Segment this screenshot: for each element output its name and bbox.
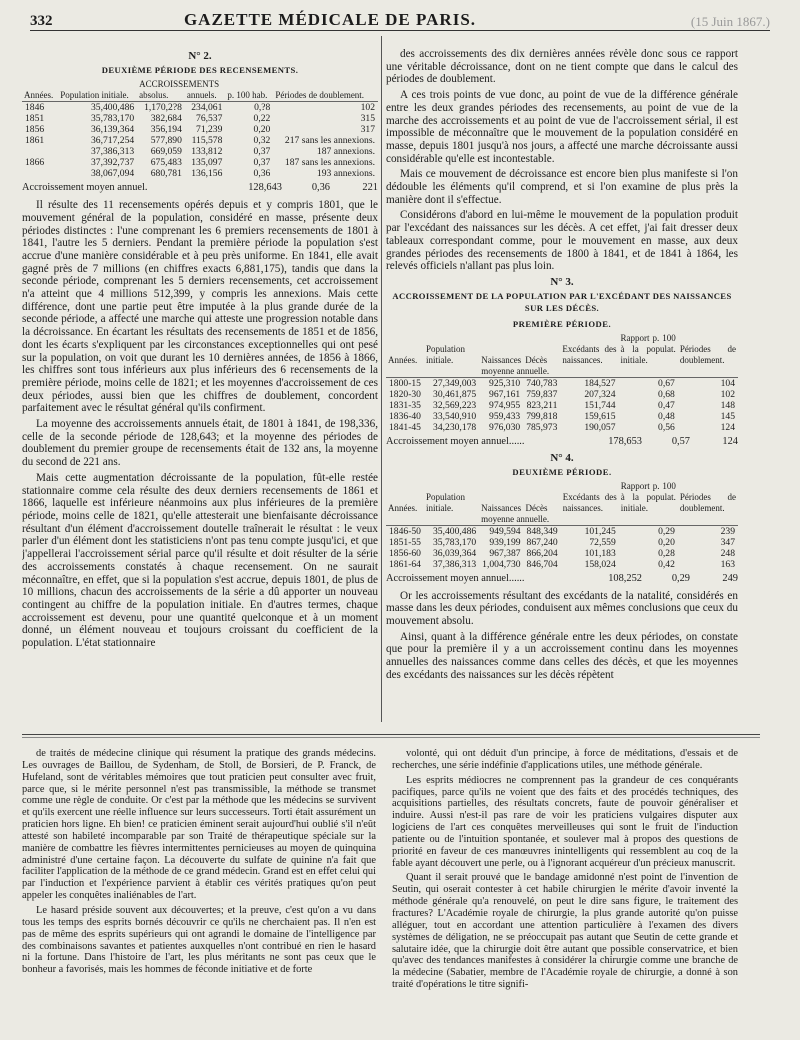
table-cell: 925,310 [479,377,523,389]
table-cell: 35,400,486 [58,102,137,114]
table-mean-row [386,436,738,449]
mean-value: 249 [722,572,738,584]
table-cell [22,168,58,179]
table-cell: 136,156 [191,168,223,180]
table-cell: 0,68 [658,388,675,400]
mean-value: 0,29 [671,572,690,584]
table-header-cell: annuels. [186,90,217,101]
table-cell: 846,704 [526,558,558,570]
table-cell: 1800-15 [386,377,424,389]
table-cell: 248 [720,547,735,559]
table-cell: 158,024 [584,558,616,570]
table-number: N° 3. [550,275,574,288]
births-table-second-period [386,481,738,570]
paragraph: de traités de médecine clinique qui résument la pratique des grands médecins. Les ouvrages de Baillou, de Sydenham, de Stoll, de Borsieri, de P. Franck, de Hufeland, sont de véritables mémoires que tout praticien peut consulter avec fruit, parce que, si le mérite personnel n'est pas transmissible, la méthode se transmet comme une règle de conduite. Or c'est par la méthode que les médecins se survivent et qu'ils exercent une réelle influence sur leurs successeurs. Torti était assurément un praticien hors ligne. Eh bien! ce praticien éminent serait aujourd'hui oublié s'il n'eût attesté son habileté incomparable par son Traité de thérapeutique spéciale sur la manière de combattre les fièvres intermittentes pernicieuses au moyen de quinquina administré d'une certaine façon. La découverte du sulfate de quinine n'a fait que faciliter l'application de la méthode de ce grand médecin. Grand est en effet celui qui par l'induction et l'expérience parvient à établir ces vérités pratiques qu'on peut appeler les conquêtes inaliénables de l'art. [22,748,376,902]
table-header-cell: Rapport p. 100 à la populat. initiale. [620,480,676,513]
table-cell: 317 [360,124,375,136]
table-cell: 101,183 [584,547,616,559]
table-header-cell: Périodes de doublement. [679,491,736,513]
table-cell: 104 [678,377,738,389]
table-cell: 27,349,003 [424,377,479,389]
table-cell: 0,?8 [225,102,273,114]
table-cell: 740,783 [523,377,560,389]
table-cell: 315 [360,113,375,125]
table-cell: 0,22 [253,113,271,125]
table-cell: 1866 [25,157,45,169]
table-row [386,525,738,537]
mean-label: Accroissement moyen annuel. [22,182,148,194]
table-cell: 959,433 [489,410,521,422]
right-column [386,48,738,722]
table-header-cell: Rapport p. 100 à la populat. initiale. [620,332,676,365]
table-cell: 33,540,910 [433,410,477,422]
table-cell: 0,48 [658,410,675,422]
mean-label: Accroissement moyen annuel...... [386,572,525,584]
table-mean-row [386,573,738,586]
table-cell: 133,812 [191,146,223,158]
table-cell: 0,20 [253,124,271,136]
table-header-cell: Naissances [481,354,522,365]
table-row [386,422,738,433]
table-cell: 35,783,170 [433,536,477,548]
feuilleton-divider [22,734,760,735]
left-article-body [22,199,378,650]
table-cell: 148 [720,399,735,411]
table-cell: 187 sans les annexions. [284,157,375,169]
table-cell: 159,615 [584,410,616,422]
spacer-cell [560,366,738,378]
table-cell: 1856 [25,124,45,136]
table-cell: 239 [678,525,738,537]
table-cell: 0,42 [658,558,675,570]
table-cell: 1856-60 [389,547,421,559]
table-cell: 145 [720,410,735,422]
mean-value: 0,57 [671,435,690,447]
table-cell: 190,057 [584,421,616,433]
table-cell: 867,240 [526,536,558,548]
table-cell: 135,097 [191,157,223,169]
table-cell: 35,400,486 [424,525,479,537]
table-header-cell: p. 100 hab. [227,90,268,101]
table-header-cell: absolus. [139,90,169,101]
table-cell: 356,194 [150,124,182,136]
table-cell: 0,47 [658,399,675,411]
table-cell: 1841-45 [389,421,421,433]
table-cell: 675,483 [150,157,182,169]
table-cell: 37,386,313 [90,146,135,158]
births-table-first-period [386,333,738,433]
table-header-row [386,481,738,514]
table-cell: 0,56 [658,421,675,433]
table-cell: 1846 [22,102,58,114]
table-subheader: moyenne annuelle. [481,365,550,376]
table-cell: 76,537 [196,113,223,125]
table-cell: 184,527 [560,377,618,389]
table-cell: 38,067,094 [90,168,135,180]
table-cell: 0,28 [658,547,675,559]
table-cell: 102 [273,102,378,114]
table-header-cell: Périodes de doublement. [275,90,365,101]
page-header [30,6,770,31]
table-row [22,146,378,157]
table-header-cell: Naissances [481,502,522,513]
right-article-body-bottom [386,590,738,682]
table-cell: 1820-30 [389,388,421,400]
table-cell: 36,039,364 [433,547,477,559]
table-number: N° 4. [550,452,574,465]
paragraph: des accroissements des dix dernières années révèle donc sous ce rapport une véritable décroissance, dont on ne tient compte que dans le calcul des périodes de doublement. [386,48,738,86]
table-cell: 1861-64 [389,558,421,570]
table-cell: 785,973 [526,421,558,433]
left-column [22,48,378,722]
table-cell: 669,059 [150,146,182,158]
table-cell: 0,36 [253,168,271,180]
mean-label: Accroissement moyen annuel...... [386,435,525,447]
table-cell: 37,386,313 [433,558,477,570]
table-cell: 1846-50 [386,525,424,537]
table-row [386,377,738,389]
table-cell: 163 [720,558,735,570]
table-header-cell: Années. [388,502,418,513]
table-cell: 102 [720,388,735,400]
table-cell: 0,37 [253,146,271,158]
table-cell: 1836-40 [389,410,421,422]
table-cell: 577,890 [150,135,182,147]
table-header-row [22,90,378,102]
table-header-cell: Années. [388,354,418,365]
table-row [386,389,738,400]
paragraph: Les esprits médiocres ne comprennent pas la grandeur de ces conquérants pacifiques, parce qu'ils ne voient que des faits et des procédés techniques, des acquisitions partielles, des résultats concrets, faute de pouvoir généraliser et induire. Aussi n'est-il pas rare de voir les praticiens vulgaires disputer aux logiciens de l'art ces conquêtes merveilleuses qui sont le fruit de l'induction patiente ou de l'intuition spontanée, et soulever mal à propos des questions de priorité en faveur de ces manœuvres inintelligents qui ressemblent au coq de la fable ayant découvert une perle, ou à l'ignorant acquéreur d'un précieux manuscrit. [392,774,738,869]
table-row [386,559,738,570]
table-row [22,135,378,146]
spacer-cell [22,79,137,90]
table-cell: 1851-55 [389,536,421,548]
table-cell: 37,392,737 [90,157,135,169]
table-cell: 939,199 [489,536,521,548]
table-mean-row [22,182,378,195]
table-cell: 1,004,730 [482,558,521,570]
table-row [22,102,378,114]
table-row [22,113,378,124]
table-row [386,548,738,559]
table-cell: 967,161 [489,388,521,400]
table-header-cell: Excédants des naissances. [562,343,617,365]
table-row [22,124,378,135]
table-row [386,411,738,422]
table-cell: 217 sans les annexions. [284,135,375,147]
table-cell: 124 [720,421,735,433]
table-cell: 30,461,875 [433,388,477,400]
table-subheader: moyenne annuelle. [481,513,550,524]
table-cell: 234,061 [185,102,226,114]
table-header-cell: Population initiale. [60,90,129,101]
table-cell: 347 [720,536,735,548]
table-cell: 976,030 [489,421,521,433]
page-title: GAZETTE MÉDICALE DE PARIS. [183,10,477,29]
mean-value: 221 [362,182,378,194]
table-cell: 36,717,254 [90,135,135,147]
table-caption: DEUXIÈME PÉRIODE DES RECENSEMENTS. [101,64,299,75]
table-header-cell: Décès [525,502,548,513]
table-cell: 193 annexions. [316,168,375,180]
table-cell: 34,230,178 [433,421,477,433]
paragraph: Mais cette augmentation décroissante de la population, fût-elle restée stationnaire comme cela résulte des deux derniers recensements de 1861 et 1866, laquelle est inférieure néanmoins aux plus inférieures de la première période, moins celle de 1821, qu'elle attesterait une bienfaisante décroissance résultant d'un élément d'accroissement doutelle traînerait le résultat : le veux parler d'un élément dont les statisticiens n'ont pas tenu compte jusqu'ici, et que j'appellerai l'accroissement sérial parce qu'il résulte et doit résulter de la série des accroissements constatés à chaque recensement. On ne saurait méconnaître, en effet, que si la population s'est accrue, depuis 1801, de plus de 10 millions, chacun des accroissements de la série a dû apporter un nouveau contingent au chiffre de la population initiale. En d'autres termes, chaque accroissement est devenu, pour une quantité quelconque et à un moment donné, un élément nouveau et toujours croissant du coefficient de la population. L'état stationnaire [22,471,378,650]
table-cell: 0,20 [658,536,675,548]
table-cell: 1,170,2?8 [137,102,185,114]
paragraph: La moyenne des accroissements annuels était, de 1801 à 1841, de 198,336, celle de la seconde période de 128,643; et la moyenne des périodes de doublement du premier groupe de recensements était de 132 ans, la moyenne du second de 221 ans. [22,418,378,469]
paragraph: Considérons d'abord en lui-même le mouvement de la population produit par l'excédant des naissances sur les décès. A cet effet, j'ai fait dresser deux tableaux correspondant comme, pour le mouvement en masse, aux deux grandes périodes des recensements de 1800 à 1841, et de 1841 à 1864, les relevés officiels n'allant pas plus loin. [386,209,738,273]
table-row [22,168,378,179]
table-header-cell: Périodes de doublement. [679,343,736,365]
paragraph: Ainsi, quant à la différence générale entre les deux périodes, on constate que pour la première il y a un accroissement continu dans les moyennes annuelles des naissances comme dans celles des décès, et que les moyennes des excédants des naissances sur les décès répètent [386,630,738,681]
table-cell: 949,594 [479,525,523,537]
feuilleton-right-column [392,748,738,1034]
mean-value: 0,36 [311,182,330,194]
table-header-row [386,333,738,366]
table-cell: 759,837 [526,388,558,400]
table-header-cell: Population initiale. [425,343,465,365]
table-cell: 382,684 [150,113,182,125]
table-cell: 1861 [25,135,45,147]
table-cell: 35,783,170 [90,113,135,125]
paragraph: Mais ce mouvement de décroissance est encore bien plus manifeste si l'on dédouble les éléments qu'il comprend, et si l'on examine de plus près la manière dont il s'effectue. [386,168,738,206]
paragraph: A ces trois points de vue donc, au point de vue de la différence générale entre les deux grandes périodes des recensements, au point de vue de la marche des accroissements et au point de vue de l'accroissement sérial, il est impossible de méconnaître que le mouvement de la population considéré en masse, depuis 1801 jusqu'à nos jours, a affecté une marche décroissante aussi considérable qu'elle est incontestable. [386,89,738,165]
table-group-header: ACCROISSEMENTS [139,79,220,90]
table-cell: 207,324 [584,388,616,400]
table-header-cell: Années. [24,90,54,101]
table-cell: 967,387 [489,547,521,559]
table-cell: 1831-35 [389,399,421,411]
table-cell: 680,781 [150,168,182,180]
paragraph: Le hasard préside souvent aux découvertes; et la preuve, c'est qu'on a vu dans tous les temps des esprits bornés découvrir ce qu'ils ne cherchaient pas. Il n'en est pas de même des esprits supérieurs qui ont agrandi le domaine de l'intelligence par des combinaisons savantes et patientes auxquelles n'ont contribué en rien le hasard ni la fortune. Dans l'histoire de l'art, les plus méritants ne sont pas ceux que le bonheur a favorisés, mais les hommes de féconde initiative et de forte [22,904,376,976]
table-cell: 0,67 [619,377,678,389]
table-cell: 71,239 [196,124,223,136]
table-header-cell: Excédants des naissances. [562,491,617,513]
mean-value: 124 [722,435,738,447]
table-cell: 0,37 [253,157,271,169]
paragraph: Il résulte des 11 recensements opérés depuis et y compris 1801, que le mouvement général de la population, considéré en masse, présente deux périodes distinctes : l'une comprenant les 6 premiers recensements de 1801 à 1841, l'autre les 5 derniers. Pendant la première période la population s'est accrue d'une manière considérable et à peu près uniforme. En 1841, elle avait gagné près de 7 millions (en chiffres exacts 6,881,175), tandis que dans la seconde période, comprenant les 5 derniers recensements, cet accroissement n'a atteint que 4 millions 512,399, y compris les annexions. Mais cette différence, dont une partie peut être imputée à la plus grande durée de la seconde période, a affecté une marche qui atteste une progression notable dans la décroissance. En écartant les résultats des recensements de 1851 et de 1856, dont les écarts s'expliquent par les circonstances exceptionnelles qui ont pesé sur la population, on voit que durant les 10 dernières années, de 1856 à 1866, les chiffres sont tous inférieurs aux plus inférieurs des 6 recensements de la première période, moins celle de 1821; et les moyennes d'accroissement de ces deux périodes, aussi bien que les chiffres de doublement, concordent parfaitement avec le résultat général qu'ils confirment. [22,199,378,415]
census-table [22,79,378,179]
column-divider [381,36,382,722]
right-article-body-top [386,48,738,273]
table-header-cell: Population initiale. [425,491,465,513]
table-cell: 101,245 [561,525,619,537]
table-cell: 32,569,223 [433,399,477,411]
table-number: N° 2. [188,50,212,62]
table-cell: 187 annexions. [316,146,375,158]
table-header-cell: Décès [525,354,548,365]
table-caption: ACCROISSEMENT DE LA POPULATION PAR L'EXCÉDANT DES NAISSANCES SUR LES DÉCÈS. [392,290,732,314]
table-subcaption: DEUXIÈME PÉRIODE. [512,467,612,478]
table-cell: 72,559 [589,536,616,548]
table-cell: 848,349 [524,525,561,537]
mean-value: 108,252 [608,572,642,584]
paragraph: Quant il serait prouvé que le bandage amidonné n'est point de l'invention de Seutin, qui oserait contester à cet habile chirurgien le mérite d'avoir inventé la méthode générale qu'a renouvelé, on peut le dire sans figure, le traitement des fractures? L'Académie royale de chirurgie, la plus grande autorité qu'on puisse alléguer, tout en accordant une attention particulière à l'examen des divers systèmes de déligation, ne se préoccupait pas autant que Seutin de cette grande et salutaire idée, que la chirurgie doit être autant que possible conservatrice, et bien qu'avec des tendances manifestes à considérer la chirurgie comme une branche de la médecine (Sabatier, membre de l'Académie royale de chirurgie, a donné à son traité d'opérations le titre signifi- [392,872,738,991]
table-cell: 866,204 [526,547,558,559]
mean-value: 178,653 [608,435,642,447]
table-cell: 36,139,364 [90,124,135,136]
issue-date: (15 Juin 1867.) [690,14,770,29]
table-subheader-row [386,514,738,526]
table-cell: 151,744 [584,399,616,411]
table-group-header-row [22,79,378,90]
spacer-cell [561,514,738,526]
feuilleton-left-column [22,748,376,1034]
page-number: 332 [30,13,53,29]
paragraph: Or les accroissements résultant des excédants de la natalité, considérés en masse dans les deux périodes, conduisent aux mêmes conclusions que ceux du mouvement absolu. [386,589,738,627]
feuilleton-divider [22,737,760,738]
table-cell: 799,818 [526,410,558,422]
table-cell: 974,955 [489,399,521,411]
table-cell: 0,32 [253,135,271,147]
mean-value: 128,643 [248,182,282,194]
table-cell: 1851 [25,113,45,125]
table-cell: 0,29 [619,525,678,537]
table-row [386,400,738,411]
table-subheader-row [386,366,738,378]
table-cell [22,146,58,157]
spacer-cell [273,79,378,90]
table-cell: 115,578 [191,135,223,147]
paragraph: volonté, qui ont déduit d'un principe, à force de méditations, d'essais et de recherches, une série indéfinie d'applications utiles, une méthode générale. [392,748,738,771]
table-row [386,537,738,548]
spacer-cell [386,514,479,526]
table-row [22,157,378,168]
spacer-cell [386,366,479,378]
table-cell: 823,211 [526,399,558,411]
table-subcaption: PREMIÈRE PÉRIODE. [512,319,612,330]
